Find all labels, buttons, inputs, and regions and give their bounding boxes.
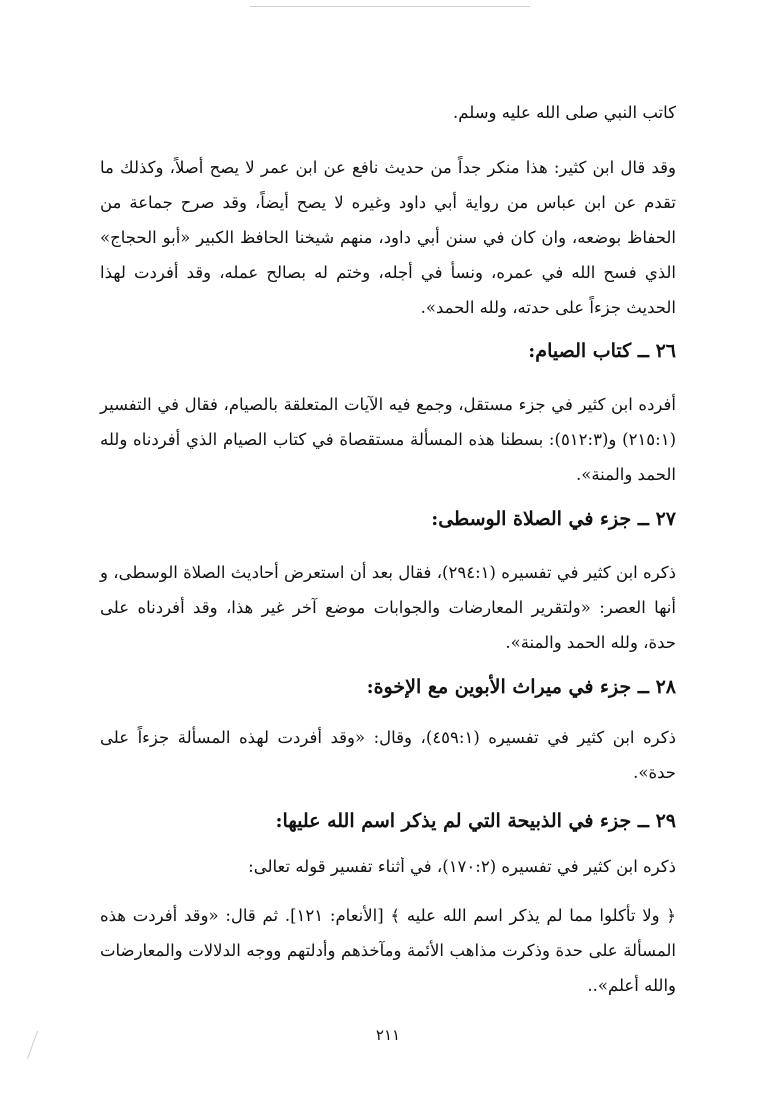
heading-29: ٢٩ ــ جزء في الذبيحة التي لم يذكر اسم الله عليها:	[275, 810, 676, 832]
paragraph-29-quote: ﴿ ولا تأكلوا مما لم يذكر اسم الله عليه ﴾ [الأنعام: ١٢١]. ثم قال: «وقد أفردت هذه المسألة على حدة وذكرت مذاهب الأئمة ومآخذهم وأدلتهم ووجه الدلالات والمعارضات والله أعلم»..	[100, 906, 676, 995]
paragraph-29-intro: ذكره ابن كثير في تفسيره (١٧٠:٢)، في أثناء تفسير قوله تعالى:	[248, 857, 676, 876]
top-rule	[250, 6, 530, 7]
page-number: ٢١١	[375, 1026, 401, 1044]
heading-26: ٢٦ ــ كتاب الصيام:	[528, 340, 676, 362]
paragraph-28: ذكره ابن كثير في تفسيره (٤٥٩:١)، وقال: «وقد أفردت لهذه المسألة جزءاً على حدة».	[100, 728, 676, 782]
continuation-line: كاتب النبي صلى الله عليه وسلم.	[453, 103, 676, 122]
paragraph-ibn-kathir-quote: وقد قال ابن كثير: هذا منكر جداً من حديث نافع عن ابن عمر لا يصح أصلاً، وكذلك ما تقدم عن ابن عباس من رواية أبي داود وغيره لا يصح أيضاً، وقد صرح جماعة من الحفاظ بوضعه، وان كان في سنن أبي داود، منهم شيخنا الحافظ الكبير «أبو الحجاج» الذي فسح الله في عمره، ونسأ في أجله، وختم له بصالح عمله، وقد أفردت لهذا الحديث جزءاً على حدته، ولله الحمد».	[100, 158, 676, 317]
paragraph-26: أفرده ابن كثير في جزء مستقل، وجمع فيه الآيات المتعلقة بالصيام، فقال في التفسير (٢١٥:١) و(٥١٢:٣): بسطنا هذه المسألة مستقصاة في كتاب الصيام الذي أفردناه ولله الحمد والمنة».	[100, 395, 677, 484]
heading-27: ٢٧ ــ جزء في الصلاة الوسطى:	[431, 508, 676, 530]
heading-28: ٢٨ ــ جزء في ميراث الأبوين مع الإخوة:	[366, 676, 676, 698]
paragraph-27: ذكره ابن كثير في تفسيره (٢٩٤:١)، فقال بعد أن استعرض أحاديث الصلاة الوسطى، و أنها العصر: «ولتقرير المعارضات والجوابات موضع آخر غير هذا، وقد أفردناه على حدة، ولله الحمد والمنة».	[100, 563, 676, 652]
